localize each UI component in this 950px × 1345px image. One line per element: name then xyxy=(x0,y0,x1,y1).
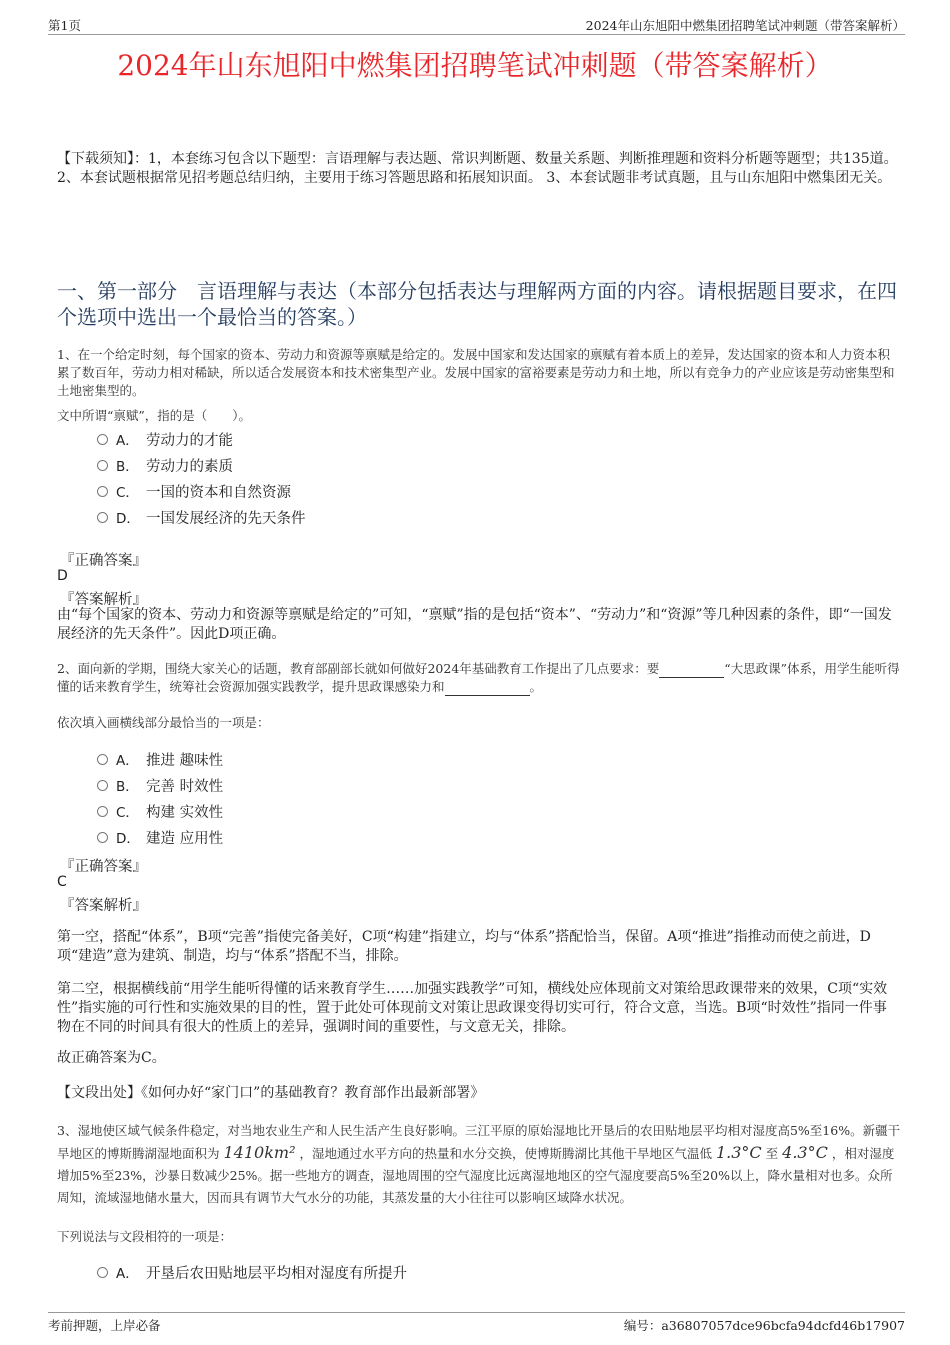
q3-ask: 下列说法与文段相符的一项是： xyxy=(57,1229,233,1244)
q1-stem: 1、在一个给定时刻，每个国家的资本、劳动力和资源等禀赋是给定的。发展中国家和发达国家的禀赋有着本质上的差异，发达国家的资本和人力资本积累了数百年，劳动力相对稀缺，所以适合发展资本和技术密集型产业。发展中国家的富裕要素是劳动力和土地，所以有竞争力的产业应该是劳动密集型和土地密集型的。 xyxy=(57,347,895,398)
radio-icon[interactable] xyxy=(97,512,108,523)
q2-analysis-p3: 故正确答案为C。 xyxy=(57,1050,166,1066)
option-d[interactable]: D． 建造 应用性 xyxy=(97,824,223,850)
q2-stem: 2、面向新的学期，围绕大家关心的话题，教育部副部长就如何做好2024年基础教育工作提出了几点要求：要 “大思政课”体系，用学生能听得懂的话来教育学生，统筹社会资源加强实践教学，提升思政课感染力和 。 xyxy=(57,661,900,694)
footer-slogan: 考前押题，上岸必备 xyxy=(48,1318,161,1333)
radio-icon[interactable] xyxy=(97,832,108,843)
blank-2 xyxy=(445,681,530,696)
option-a[interactable]: A． 开垦后农田贴地层平均相对湿度有所提升 xyxy=(97,1259,407,1285)
section-heading: 一、第一部分 言语理解与表达（本部分包括表达与理解两方面的内容。请根据题目要求，在四个选项中选出一个最恰当的答案。） xyxy=(57,279,897,329)
q1-correct-label: 『正确答案』 xyxy=(60,553,147,569)
temp-low: 1.3°C xyxy=(715,1143,762,1162)
radio-icon[interactable] xyxy=(97,780,108,791)
q2-source: 【文段出处】《如何办好“家门口”的基础教育？教育部作出最新部署》 xyxy=(57,1085,485,1101)
q2-answer: C xyxy=(57,874,67,890)
q1-options xyxy=(97,426,306,530)
option-b[interactable]: B． 劳动力的素质 xyxy=(97,452,306,478)
page-header xyxy=(48,12,905,35)
q2-analysis-p2: 第二空，根据横线前“用学生能听得懂的话来教育学生……加强实践教学”可知，横线处应体现前文对策给思政课带来的效果，C项“实效性”指实施的可行性和实施效果的目的性，置于此处可体现前文对策让思政课变得切实可行，符合文意，当选。B项“时效性”指同一件事物在不同的时间具有很大的性质上的差异，强调时间的重要性，与文意无关，排除。 xyxy=(57,981,888,1035)
radio-icon[interactable] xyxy=(97,486,108,497)
option-a[interactable]: A． 劳动力的才能 xyxy=(97,426,306,452)
q2-options xyxy=(97,746,223,850)
q2-correct-label: 『正确答案』 xyxy=(60,859,147,875)
q2-analysis-label: 『答案解析』 xyxy=(60,898,147,914)
q1-answer: D xyxy=(57,568,68,584)
q3-stem: 3、湿地使区域气候条件稳定，对当地农业生产和人民生活产生良好影响。三江平原的原始湿地比开垦后的农田贴地层平均相对湿度高5%至16%。新疆干旱地区的博斯腾湖湿地面积为 1410km² ，湿地通过水平方向的热量和水分交换，使博斯腾湖比其他干旱地区气温低 1.3°C 至 4.3°C ，相对湿度增加5%至23%，沙暴日数减少25%。据一些地方的调查，湿地周围的空气湿度比远离湿地地区的空气湿度要高5%至20%以上，降水量相对也多。众所周知，流域湿地储水量大，因而具有调节大气水分的功能，其蒸发量的大小往往可以影响区域降水状况。 xyxy=(57,1123,901,1205)
radio-icon[interactable] xyxy=(97,434,108,445)
temp-high: 4.3°C xyxy=(782,1143,828,1162)
option-d[interactable]: D． 一国发展经济的先天条件 xyxy=(97,504,306,530)
radio-icon[interactable] xyxy=(97,460,108,471)
page-footer xyxy=(48,1312,905,1335)
download-notice: 【下载须知】：1，本套练习包含以下题型：言语理解与表达题、常识判断题、数量关系题、判断推理题和资料分析题等题型；共135道。 2、本套试题根据常见招考题总结归纳，主要用于练习答题思路和拓展知识面。 3、本套试题非考试真题，且与山东旭阳中燃集团无关。 xyxy=(57,151,898,186)
q3-options xyxy=(97,1259,407,1285)
option-b[interactable]: B． 完善 时效性 xyxy=(97,772,223,798)
footer-doc-id: 编号：a36807057dce96bcfa94dcfd46b17907 xyxy=(623,1318,905,1333)
area-formula: 1410km² xyxy=(223,1143,296,1162)
page-number: 第1页 xyxy=(48,18,81,33)
page-title: 2024年山东旭阳中燃集团招聘笔试冲刺题（带答案解析） xyxy=(117,49,833,82)
header-doc-title: 2024年山东旭阳中燃集团招聘笔试冲刺题（带答案解析） xyxy=(585,18,905,33)
q1-ask: 文中所谓“禀赋”，指的是（ ）。 xyxy=(57,408,252,423)
radio-icon[interactable] xyxy=(97,806,108,817)
radio-icon[interactable] xyxy=(97,1267,108,1278)
option-c[interactable]: C． 一国的资本和自然资源 xyxy=(97,478,306,504)
option-c[interactable]: C． 构建 实效性 xyxy=(97,798,223,824)
blank-1 xyxy=(659,663,724,678)
q2-analysis-p1: 第一空，搭配“体系”，B项“完善”指使完备美好，C项“构建”指建立，均与“体系”搭配恰当，保留。A项“推进”指推动而使之前进，D项“建造”意为建筑、制造，均与“体系”搭配不当，排除。 xyxy=(57,929,871,964)
q2-ask: 依次填入画横线部分最恰当的一项是： xyxy=(57,715,270,730)
q1-analysis-label: 『答案解析』 xyxy=(60,592,147,608)
q1-analysis: 由“每个国家的资本、劳动力和资源等禀赋是给定的”可知，“禀赋”指的是包括“资本”、“劳动力”和“资源”等几种因素的条件，即“一国发展经济的先天条件”。因此D项正确。 xyxy=(57,607,892,642)
option-a[interactable]: A． 推进 趣味性 xyxy=(97,746,223,772)
radio-icon[interactable] xyxy=(97,754,108,765)
